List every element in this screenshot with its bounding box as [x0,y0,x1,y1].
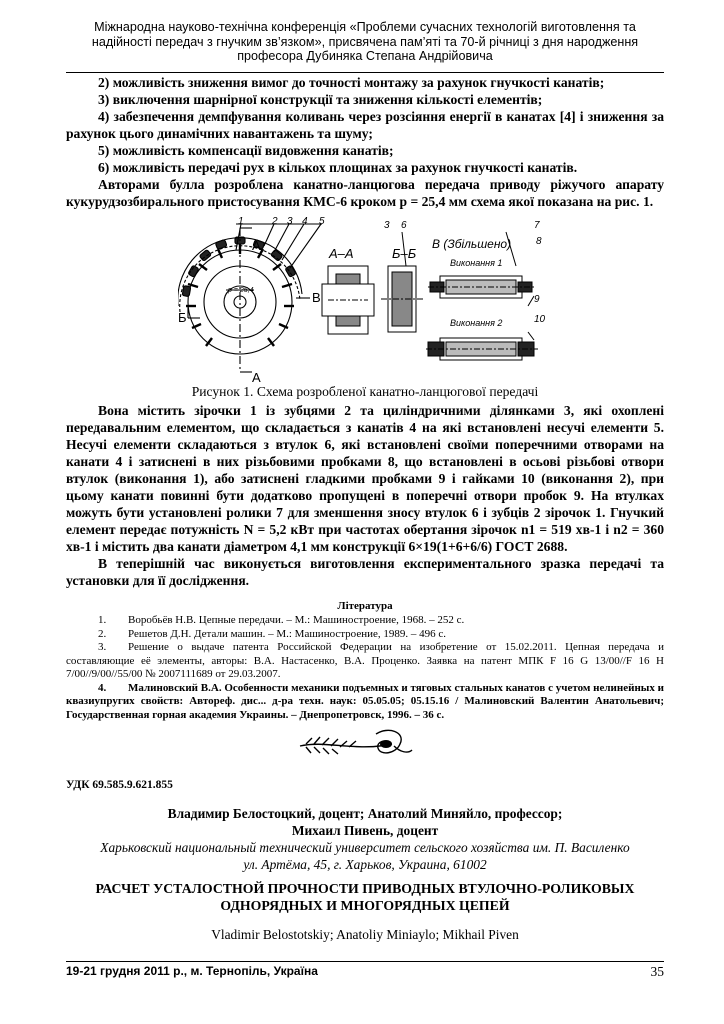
affiliation-line: Харьковский национальный технический университет сельского хозяйства им. П. Василенко [100,840,630,855]
label-b: Б [178,310,187,325]
label-variant-1: Виконання 1 [450,258,503,268]
conference-header [66,20,664,64]
header-line: професора Дубиняка Степана Андрійовича [237,49,493,64]
label-variant-2: Виконання 2 [450,318,503,328]
label-a-top: А [252,238,261,253]
label-view-v: В (Збільшено) [432,237,512,251]
authors [66,805,664,839]
label-10: 10 [534,314,546,325]
intro-paragraph: Авторами булла розроблена канатно-ланцюгова передача приводу ріжучого апарату кукурудзозбирального пристосування КМС-6 кроком p = 25,4 мм схема якої показана на рис. 1. [66,177,664,209]
label-9: 9 [534,294,540,305]
label-3b: 3 [384,220,390,231]
paragraph: Вона містить зірочки 1 із зубцями 2 та циліндричними ділянками 3, які охоплені передавальним елементом, що складається з канатів 4 на які встановлені несучі елементи 5. Несучі елементи складаються з втулок 6, які встановлені своїми поперечними отворами на канати 4 і затиснені в них різьбовими пробками 8, що встановлені в осьові різьбові отвори втулок (виконання 1), або затиснені гладкими пробками 9 і гайками 10 (виконання 2), при цьому канати повинні бути додатково пропущені в поперечні отвори пробок 9. На втулках можуть бути установлені ролики 7 для зменшення зносу втулок 6 і зубців 2 зірочок 1. Гнучкий елемент передає потужність N = 5,2 кВт при частотах обертання зірочок n1 = 519 хв-1 і n2 = 360 хв-1 і містить два канати діаметром 4,1 мм конструкції 6×19(1+6+6/6) ГОСТ 2688. [66,403,664,554]
label-6: 6 [401,220,407,231]
authors-line: Михаил Пивень, доцент [291,823,439,838]
reference-list [66,614,664,722]
transmission-scheme-figure [178,214,556,384]
list-item: 6) можливість передачі рух в кількох площинах за рахунок гнучкості канатів. [98,160,578,175]
affiliation-line: ул. Артёма, 45, г. Харьков, Украина, 61002 [243,857,487,872]
reference-item: 3. Решение о выдаче патента Российской Федерации на изобретение от 15.02.2011. Цепная передача и составляющие её элементы, авторы: В.А. Настасенко, В.А. Проценко. Заявка на патент МПК F 16 G 13/00//F 16 H 7/00//9/00//55/00 № 2007111689 от 29.03.2007. [66,641,664,680]
label-3: 3 [287,216,293,227]
english-authors: Vladimir Belostotskiy; Anatoliy Miniaylo; Mikhail Piven [211,927,519,942]
label-7: 7 [534,220,540,231]
reference-item: 1. Воробьёв Н.В. Цепные передачи. – М.: Машиностроение, 1968. – 252 с. [98,614,465,626]
label-section-bb: Б–Б [392,246,417,261]
reference-item: 4. Малиновский В.А. Особенности механики подъемных и тяговых стальных канатов с учетом нелинейных и квазиупругих свойств: Автореф. дис... д-ра техн. наук: 05.05.05; 05.15.16 / Малиновский Валентин Анатольевич; Государственная горная академия Украины. – Днепропетровск, 1996. – 36 с. [66,681,664,721]
page-number: 35 [650,964,664,979]
label-5: 5 [319,216,325,227]
title-line: ОДНОРЯДНЫХ И МНОГОРЯДНЫХ ЦЕПЕЙ [220,898,510,913]
udk-code: УДК 69.585.9.621.855 [66,779,173,791]
list-item: 2) можливість зниження вимог до точності монтажу за рахунок гнучкості канатів; [98,75,605,90]
footer-rule [66,961,664,962]
label-a-bottom: А [252,370,261,384]
figure-caption: Рисунок 1. Схема розробленої канатно-ланцюгової передачі [191,384,539,399]
label-section-aa: А–А [329,246,354,261]
title-line: РАСЧЕТ УСТАЛОСТНОЙ ПРОЧНОСТИ ПРИВОДНЫХ ВТУЛОЧНО-РОЛИКОВЫХ [95,881,635,896]
label-8: 8 [536,236,542,247]
header-line: Міжнародна науково-технічна конференція «Проблеми сучасних технологій виготовлення та [94,20,636,34]
affiliation [66,839,664,873]
footer-date-location: 19-21 грудня 2011 р., м. Тернопіль, Україна [66,964,318,978]
label-1: 1 [238,216,244,227]
header-line: надійності передач з гнучким зв’язком», присвячена пам’яті та 70-й річниці з дня народження [91,34,639,49]
label-4: 4 [302,216,308,227]
label-pitch: p = 25,4 [228,287,254,294]
description-text [66,402,664,589]
paper-title [66,880,664,914]
label-v: В [312,290,321,305]
list-item: 3) виключення шарнірної конструкції та зниження кількості елементів; [98,92,543,107]
list-item: 5) можливість компенсації видовження канатів; [98,143,394,158]
literature-title: Література [337,600,393,612]
authors-line: Владимир Белостоцкий, доцент; Анатолий Миняйло, профессор; [167,806,563,821]
list-item: 4) забезпечення демпфування коливань через розсіяння енергії в канатах [4] і зниження за рахунок цього динамічних навантажень та шуму; [66,109,664,141]
decorative-ornament-icon [296,722,416,764]
header-rule [66,72,664,73]
paragraph: В теперішній час виконується виготовлення експериментального зразка передачі та установки для її дослідження. [66,556,664,588]
label-2: 2 [272,216,278,227]
reference-item: 2. Решетов Д.Н. Детали машин. – М.: Машиностроение, 1989. – 496 с. [98,627,446,640]
advantages-list [66,74,664,210]
